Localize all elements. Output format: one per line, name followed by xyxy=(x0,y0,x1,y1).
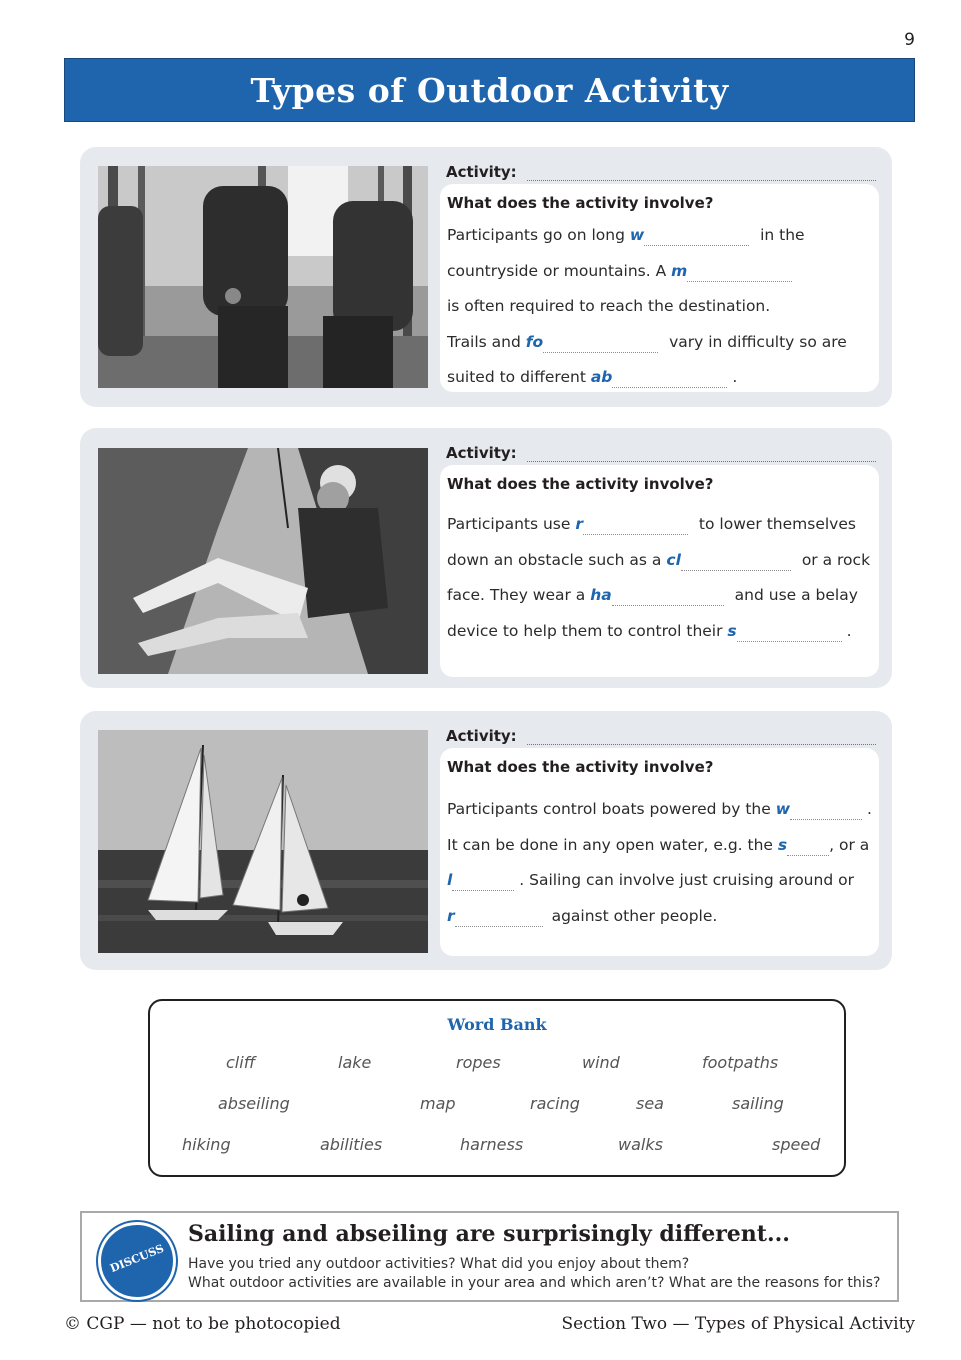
discuss-badge-icon xyxy=(98,1222,176,1300)
answer-blank[interactable] xyxy=(681,552,791,571)
word-bank-word: abseiling xyxy=(218,1094,290,1113)
hint-letters: s xyxy=(727,621,737,640)
activity-name-blank[interactable] xyxy=(527,728,876,745)
sentence-line: down an obstacle such as a cl or a rock xyxy=(447,550,871,569)
activity-panel-hiking xyxy=(80,147,892,407)
activity-label: Activity: xyxy=(446,163,517,181)
word-bank-word: sea xyxy=(636,1094,664,1113)
word-bank-word: wind xyxy=(582,1053,620,1072)
discussion-heading: Sailing and abseiling are surprisingly different... xyxy=(188,1221,790,1247)
activity-name-row xyxy=(446,436,876,462)
activity-name-blank[interactable] xyxy=(527,164,876,181)
activity-card xyxy=(440,184,879,392)
answer-blank[interactable] xyxy=(452,872,514,891)
answer-blank[interactable] xyxy=(583,516,688,535)
sentence-line: Participants control boats powered by the w . xyxy=(447,800,872,818)
activity-label: Activity: xyxy=(446,444,517,462)
sentence-line: face. They wear a ha and use a belay xyxy=(447,586,858,604)
hint-letters: ab xyxy=(590,368,613,386)
activity-panel-abseiling xyxy=(80,428,892,688)
hint-letters: r xyxy=(447,906,455,925)
word-bank-word: harness xyxy=(460,1135,524,1154)
hint-letters: w xyxy=(629,226,645,244)
hint-letters: r xyxy=(575,515,583,533)
word-bank-word: hiking xyxy=(182,1135,231,1154)
answer-blank[interactable] xyxy=(790,801,862,820)
word-bank-word: map xyxy=(420,1094,456,1113)
activity-label: Activity: xyxy=(446,727,517,745)
sentence-line: It can be done in any open water, e.g. the s , or a xyxy=(447,835,870,854)
word-bank-word: walks xyxy=(618,1135,663,1154)
hiking-photo xyxy=(98,166,428,388)
activity-name-row xyxy=(446,155,876,181)
activity-name-blank[interactable] xyxy=(527,445,876,462)
sentence-line: is often required to reach the destination. xyxy=(447,297,771,315)
discussion-question: What outdoor activities are available in your area and which aren’t? What are the reasons for this? xyxy=(188,1275,881,1291)
answer-blank[interactable] xyxy=(543,334,658,353)
answer-blank[interactable] xyxy=(455,908,543,927)
hint-letters: w xyxy=(775,800,791,818)
sailing-photo xyxy=(98,730,428,953)
hint-letters: ha xyxy=(590,586,612,604)
word-bank-word: cliff xyxy=(226,1053,256,1072)
discussion-box xyxy=(80,1211,899,1302)
activity-card xyxy=(440,465,879,677)
word-bank xyxy=(148,999,846,1177)
title-banner xyxy=(64,58,915,122)
discuss-badge-label: DISCUSS xyxy=(108,1241,166,1276)
sentence-line: l . Sailing can involve just cruising around or xyxy=(447,871,854,889)
answer-blank[interactable] xyxy=(612,369,727,388)
hint-letters: s xyxy=(777,835,788,854)
word-bank-word: footpaths xyxy=(702,1053,779,1072)
answer-blank[interactable] xyxy=(787,837,829,856)
hint-letters: m xyxy=(671,261,688,280)
sentence-line: suited to different ab . xyxy=(447,368,738,386)
word-bank-word: lake xyxy=(338,1053,372,1072)
sentence-line: countryside or mountains. A m xyxy=(447,254,865,290)
sentence-line: Participants go on long w in the xyxy=(447,226,805,244)
hint-letters: l xyxy=(447,871,453,889)
word-bank-word: ropes xyxy=(456,1053,501,1072)
word-bank-title: Word Bank xyxy=(447,1015,547,1034)
sentence-line: device to help them to control their s . xyxy=(447,621,852,640)
hint-letters: fo xyxy=(525,332,544,351)
answer-blank[interactable] xyxy=(644,227,749,246)
footer-section: Section Two — Types of Physical Activity xyxy=(561,1314,915,1334)
sentence-line: r against other people. xyxy=(447,906,718,925)
page-title: Types of Outdoor Activity xyxy=(250,70,729,110)
word-bank-word: racing xyxy=(530,1094,580,1113)
answer-blank[interactable] xyxy=(687,263,792,282)
activity-panel-sailing xyxy=(80,711,892,970)
activity-card xyxy=(440,748,879,956)
sentence-line: Trails and fo vary in difficulty so are xyxy=(447,332,847,351)
answer-blank[interactable] xyxy=(737,623,842,642)
word-bank-word: abilities xyxy=(320,1135,383,1154)
abseiling-photo xyxy=(98,448,428,674)
discussion-question: Have you tried any outdoor activities? What did you enjoy about them? xyxy=(188,1256,690,1272)
page-number: 9 xyxy=(904,30,915,50)
question-label: What does the activity involve? xyxy=(447,194,714,212)
question-label: What does the activity involve? xyxy=(447,758,714,776)
hint-letters: cl xyxy=(666,550,681,569)
question-label: What does the activity involve? xyxy=(447,475,714,493)
sentence-line: Participants use r to lower themselves xyxy=(447,515,856,533)
activity-name-row xyxy=(446,719,876,745)
footer-copyright: © CGP — not to be photocopied xyxy=(64,1314,341,1334)
word-bank-word: sailing xyxy=(732,1094,784,1113)
word-bank-word: speed xyxy=(772,1135,821,1154)
answer-blank[interactable] xyxy=(612,587,724,606)
